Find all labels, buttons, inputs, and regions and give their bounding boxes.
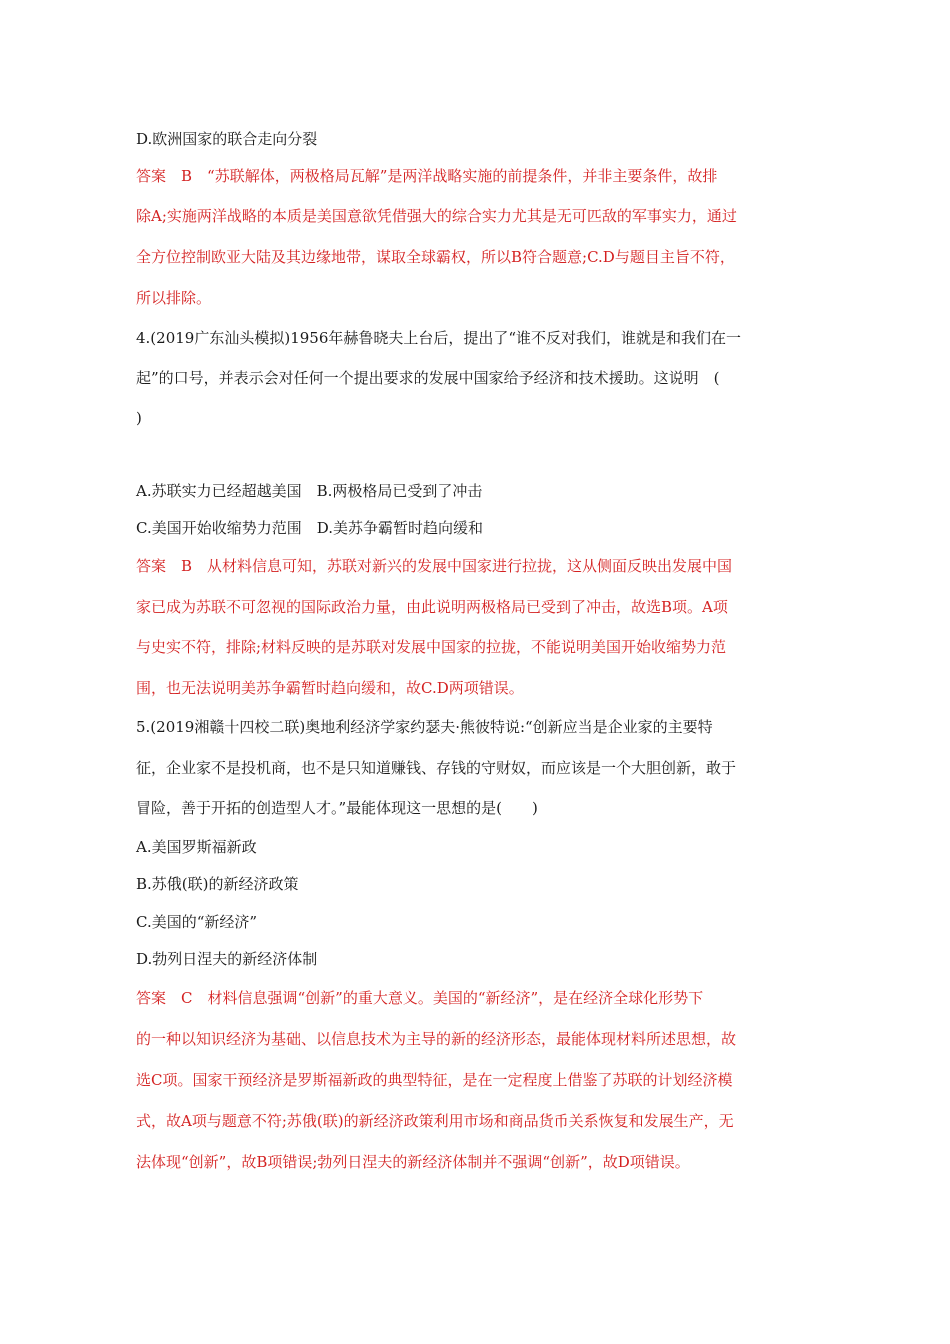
q3-option-d: D.欧洲国家的联合走向分裂 — [136, 130, 318, 148]
q5-stem-line-1: 5.(2019湘赣十四校二联)奥地利经济学家约瑟夫·熊彼特说:“创新应当是企业家的主要特 — [136, 718, 713, 736]
q5-stem-line-3: 冒险，善于开拓的创造型人才。”最能体现这一思想的是( ) — [136, 799, 538, 817]
q5-answer-line-5: 法体现“创新”，故B项错误;勃列日涅夫的新经济体制并不强调“创新”，故D项错误。 — [136, 1153, 690, 1171]
q3-answer-line-1: 答案 B “苏联解体，两极格局瓦解”是两洋战略实施的前提条件，并非主要条件，故排 — [136, 167, 718, 185]
q5-answer-line-4: 式，故A项与题意不符;苏俄(联)的新经济政策利用市场和商品货币关系恢复和发展生产，无 — [136, 1112, 734, 1130]
q5-option-d: D.勃列日涅夫的新经济体制 — [136, 950, 318, 968]
q5-option-a: A.美国罗斯福新政 — [136, 838, 257, 856]
q4-stem-line-2: 起”的口号，并表示会对任何一个提出要求的发展中国家给予经济和技术援助。这说明 ( — [136, 369, 720, 387]
q5-option-c: C.美国的“新经济” — [136, 913, 258, 931]
q4-stem-line-3: ) — [136, 409, 142, 427]
q4-stem-line-1: 4.(2019广东汕头模拟)1956年赫鲁晓夫上台后，提出了“谁不反对我们，谁就是和我们在一 — [136, 329, 742, 347]
q4-answer-line-2: 家已成为苏联不可忽视的国际政治力量，由此说明两极格局已受到了冲击，故选B项。A项 — [136, 598, 728, 616]
q5-answer-line-1: 答案 C 材料信息强调“创新”的重大意义。美国的“新经济”，是在经济全球化形势下 — [136, 989, 704, 1007]
q3-answer-line-4: 所以排除。 — [136, 289, 212, 307]
q4-options-row-1: A.苏联实力已经超越美国 B.两极格局已受到了冲击 — [136, 482, 483, 500]
q4-answer-line-1: 答案 B 从材料信息可知，苏联对新兴的发展中国家进行拉拢，这从侧面反映出发展中国 — [136, 557, 733, 575]
q3-answer-line-2: 除A;实施两洋战略的本质是美国意欲凭借强大的综合实力尤其是无可匹敌的军事实力，通过 — [136, 207, 737, 225]
q4-answer-line-4: 围，也无法说明美苏争霸暂时趋向缓和，故C.D两项错误。 — [136, 679, 524, 697]
q5-option-b: B.苏俄(联)的新经济政策 — [136, 875, 299, 893]
q5-answer-line-3: 选C项。国家干预经济是罗斯福新政的典型特征，是在一定程度上借鉴了苏联的计划经济模 — [136, 1071, 733, 1089]
q5-stem-line-2: 征，企业家不是投机商，也不是只知道赚钱、存钱的守财奴，而应该是一个大胆创新，敢于 — [136, 759, 737, 777]
q4-answer-line-3: 与史实不符，排除;材料反映的是苏联对发展中国家的拉拢，不能说明美国开始收缩势力范 — [136, 638, 727, 656]
q3-answer-line-3: 全方位控制欧亚大陆及其边缘地带，谋取全球霸权，所以B符合题意;C.D与题目主旨不符， — [136, 248, 735, 266]
q5-answer-line-2: 的一种以知识经济为基础、以信息技术为主导的新的经济形态，最能体现材料所述思想，故 — [136, 1030, 737, 1048]
q4-options-row-2: C.美国开始收缩势力范围 D.美苏争霸暂时趋向缓和 — [136, 519, 483, 537]
